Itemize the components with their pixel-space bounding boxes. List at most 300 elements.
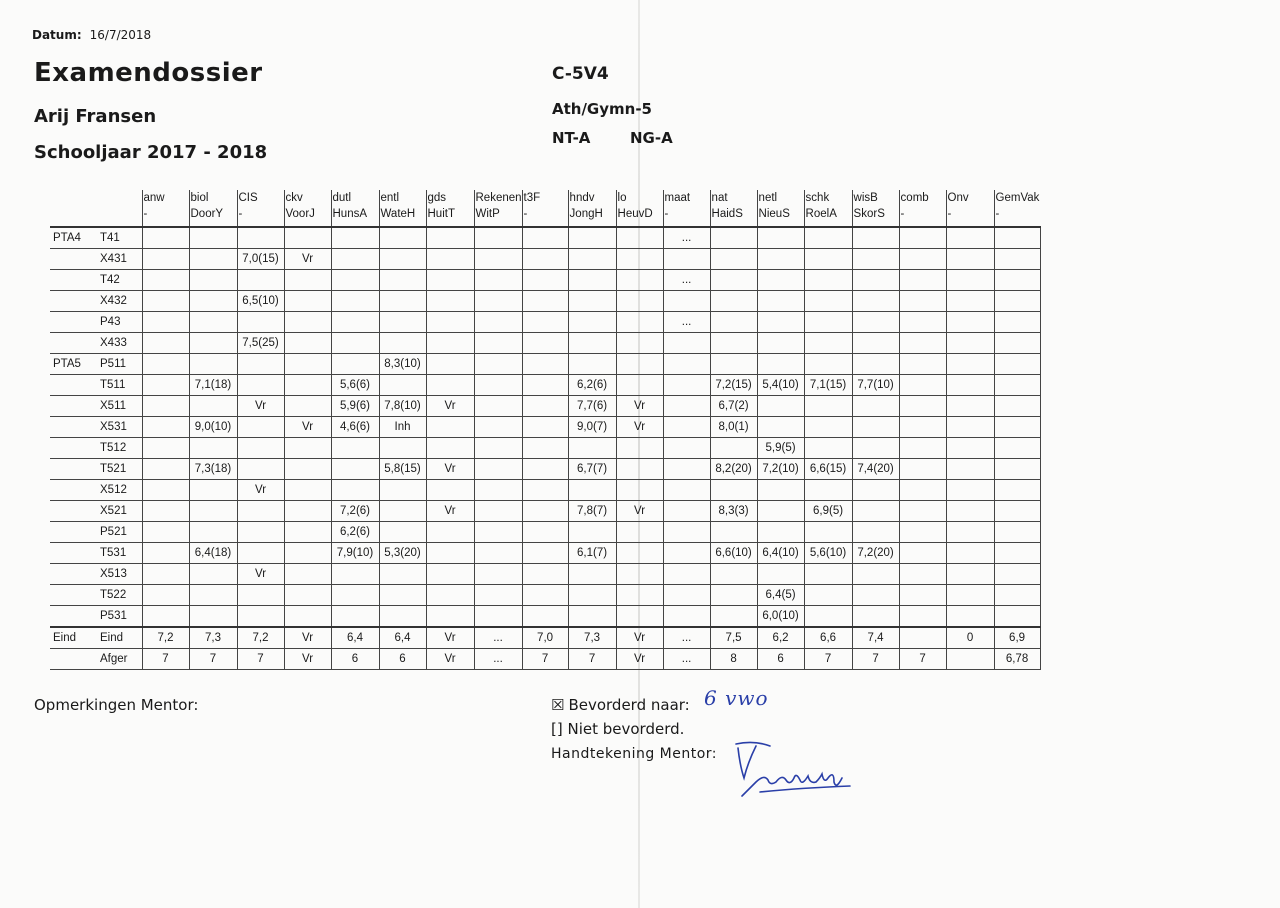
grade-cell: Vr [426,627,474,649]
grade-cell [426,333,474,354]
grade-cell [946,480,994,501]
promoted-label: Bevorderd naar: [568,696,690,714]
grade-cell [994,543,1040,564]
grade-cell [852,249,899,270]
grade-cell [899,333,946,354]
grade-cell: 7,5 [710,627,757,649]
grade-cell [804,585,852,606]
grade-cell [852,354,899,375]
grade-cell [426,543,474,564]
grade-cell: ... [663,649,710,670]
grade-cell [899,375,946,396]
grade-cell [474,522,522,543]
grade-cell [284,227,331,249]
grade-cell [899,501,946,522]
grade-cell [522,270,568,291]
grade-cell: Vr [284,417,331,438]
grade-cell [284,375,331,396]
grade-cell [237,501,284,522]
table-row [50,312,1040,333]
grade-cell [568,606,616,628]
grade-cell [426,480,474,501]
section-label [50,480,97,501]
section-label: PTA4 [50,227,97,249]
grade-cell [757,417,804,438]
test-code: X511 [97,396,142,417]
student-name: Arij Fransen [34,106,157,127]
grade-cell [946,270,994,291]
subject-name: anw [143,192,165,204]
grade-cell: 7,4 [852,627,899,649]
grade-cell [994,585,1040,606]
grade-cell [804,270,852,291]
grade-cell: 6,78 [994,649,1040,670]
column-header [994,190,1040,227]
table-row [50,354,1040,375]
grade-cell [474,375,522,396]
grade-cell [189,501,237,522]
grade-cell [946,649,994,670]
grade-cell [616,543,663,564]
test-code: T522 [97,585,142,606]
grade-cell [663,585,710,606]
grade-cell [522,227,568,249]
grade-cell [474,564,522,585]
grade-cell [237,606,284,628]
grade-cell [284,480,331,501]
grade-cell: Vr [616,649,663,670]
teacher-code: - [523,208,528,220]
teacher-code: - [664,208,669,220]
grade-cell: 7 [237,649,284,670]
grade-cell [522,522,568,543]
grade-cell [899,585,946,606]
grade-cell: 6,5(10) [237,291,284,312]
grade-cell [474,438,522,459]
grade-cell [946,459,994,480]
grade-cell [710,333,757,354]
subject-name: ckv [285,192,303,204]
grade-cell [189,291,237,312]
grade-cell [710,227,757,249]
grade-cell: 5,3(20) [379,543,426,564]
grade-cell [142,375,189,396]
grade-cell: 6,9 [994,627,1040,649]
grade-cell [522,480,568,501]
section-label [50,270,97,291]
grade-cell [331,564,379,585]
subject-name: Onv [947,192,969,204]
grade-cell [237,417,284,438]
grade-cell [284,333,331,354]
header-corner [50,190,97,227]
grade-cell [757,564,804,585]
grade-cell [522,375,568,396]
test-code: T42 [97,270,142,291]
grade-cell [284,291,331,312]
grade-cell [237,459,284,480]
grade-cell: 7,9(10) [331,543,379,564]
date-label: Datum: [32,28,82,42]
grade-cell [142,480,189,501]
grade-cell [284,459,331,480]
grade-cell [710,438,757,459]
test-code: X531 [97,417,142,438]
grade-cell: 5,6(10) [804,543,852,564]
test-code: T521 [97,459,142,480]
table-row [50,438,1040,459]
grade-cell [237,354,284,375]
grade-cell [757,227,804,249]
grade-cell [804,227,852,249]
section-label [50,438,97,459]
grade-cell: Vr [237,564,284,585]
grade-cell [379,480,426,501]
grade-cell [284,270,331,291]
grade-cell: 6 [757,649,804,670]
grade-cell [522,396,568,417]
grade-cell: 6,2(6) [568,375,616,396]
grade-cell [522,438,568,459]
profile-2: NG-A [630,129,673,147]
grade-cell [663,606,710,628]
grade-cell [331,270,379,291]
teacher-code: SkorS [853,208,885,220]
grade-cell [522,354,568,375]
grade-cell: 8,0(1) [710,417,757,438]
grade-cell [522,564,568,585]
grade-cell [331,459,379,480]
not-promoted-line[interactable]: [] Niet bevorderd. [551,720,685,738]
section-label [50,333,97,354]
table-header-row [50,190,1040,227]
grade-cell [379,438,426,459]
grade-cell [568,585,616,606]
grade-cell [616,564,663,585]
teacher-code: - [900,208,905,220]
grade-cell: 7,0 [522,627,568,649]
subject-name: gds [427,192,447,204]
grade-cell: 6,0(10) [757,606,804,628]
grade-cell: 7 [142,649,189,670]
column-header [237,190,284,227]
grade-cell [142,270,189,291]
school-year: Schooljaar 2017 - 2018 [34,142,268,163]
section-label [50,396,97,417]
grade-cell [899,249,946,270]
grade-cell [852,396,899,417]
grade-cell [616,438,663,459]
subject-name: dutl [332,192,352,204]
grade-cell: Vr [426,501,474,522]
grade-cell [142,522,189,543]
grade-cell: ... [663,227,710,249]
grade-cell [616,606,663,628]
grade-cell [379,291,426,312]
grade-cell [852,417,899,438]
grade-cell [663,354,710,375]
grade-cell [284,564,331,585]
section-label [50,249,97,270]
grade-cell [474,459,522,480]
grade-cell [568,270,616,291]
grade-cell [474,417,522,438]
grade-cell [331,585,379,606]
grade-cell [189,564,237,585]
grade-cell [379,312,426,333]
grade-cell [804,438,852,459]
column-header [757,190,804,227]
grade-cell: 6,4(18) [189,543,237,564]
column-header [899,190,946,227]
grade-cell [474,480,522,501]
grade-cell [379,249,426,270]
teacher-code: VoorJ [285,208,315,220]
grade-cell [426,606,474,628]
grade-cell [994,480,1040,501]
column-header [568,190,616,227]
grade-cell [426,354,474,375]
test-code: X433 [97,333,142,354]
section-label [50,543,97,564]
column-header [142,190,189,227]
grade-cell [379,227,426,249]
grade-cell [616,459,663,480]
grade-cell [899,564,946,585]
grade-cell [994,227,1040,249]
grade-cell: 7,2 [237,627,284,649]
grade-cell [946,606,994,628]
grade-cell [852,438,899,459]
test-code: T531 [97,543,142,564]
test-code: T512 [97,438,142,459]
grade-cell [331,291,379,312]
grade-cell [474,585,522,606]
grade-cell: 6,4 [331,627,379,649]
grade-cell [474,291,522,312]
grade-cell [237,543,284,564]
grade-cell: 7,3 [568,627,616,649]
grade-cell: 7,2 [142,627,189,649]
column-header [804,190,852,227]
section-label [50,564,97,585]
grade-cell [946,375,994,396]
test-code: P43 [97,312,142,333]
section-label: PTA5 [50,354,97,375]
column-header [379,190,426,227]
grade-cell [710,606,757,628]
grade-cell [189,270,237,291]
grade-cell: 7 [189,649,237,670]
grade-cell [994,354,1040,375]
test-code: X513 [97,564,142,585]
grade-cell [899,417,946,438]
test-code: Afger [97,649,142,670]
grade-cell [237,312,284,333]
grade-cell [946,543,994,564]
grade-cell [284,585,331,606]
grade-cell [710,564,757,585]
grade-cell: 6,6 [804,627,852,649]
grade-cell [946,249,994,270]
grade-cell [284,354,331,375]
section-label [50,417,97,438]
teacher-code: NieuS [758,208,790,220]
teacher-code: WateH [380,208,416,220]
grade-cell [331,606,379,628]
grade-cell [946,354,994,375]
grade-cell [522,312,568,333]
grade-cell [142,543,189,564]
grade-cell [189,522,237,543]
grade-cell [142,354,189,375]
grade-cell: 7 [899,649,946,670]
grade-cell [237,227,284,249]
grade-cell [331,333,379,354]
grade-cell [663,396,710,417]
grade-cell: 7 [522,649,568,670]
grade-cell: ... [474,649,522,670]
table-row [50,291,1040,312]
grade-cell [946,585,994,606]
test-code: P521 [97,522,142,543]
test-code: P511 [97,354,142,375]
grade-cell [852,312,899,333]
column-header [616,190,663,227]
grade-cell [426,291,474,312]
grade-cell [946,333,994,354]
grade-cell [284,312,331,333]
grade-cell [189,227,237,249]
grade-cell [331,249,379,270]
grade-cell: ... [663,270,710,291]
grade-cell: 7 [852,649,899,670]
grade-cell [852,270,899,291]
grade-cell [237,522,284,543]
grade-cell [899,396,946,417]
grade-cell [474,249,522,270]
grade-cell [522,417,568,438]
grade-cell: Vr [284,249,331,270]
table-row [50,522,1040,543]
grade-cell [474,543,522,564]
grade-cell [568,249,616,270]
grade-cell [474,333,522,354]
grade-cell [663,459,710,480]
grade-cell [379,585,426,606]
grade-cell [804,522,852,543]
grade-cell [710,354,757,375]
grade-cell: 7,4(20) [852,459,899,480]
grade-cell [899,459,946,480]
grade-cell [522,543,568,564]
grade-cell [426,564,474,585]
grade-cell [994,270,1040,291]
grade-cell: Vr [237,396,284,417]
grade-cell [522,585,568,606]
grade-cell [284,543,331,564]
grade-cell [189,438,237,459]
grade-cell [568,522,616,543]
grade-cell [426,417,474,438]
grade-cell [522,501,568,522]
grade-cell: 7,8(7) [568,501,616,522]
grade-cell [994,249,1040,270]
grade-cell [663,375,710,396]
grade-cell [899,480,946,501]
promoted-checkbox[interactable]: ☒ [551,696,565,714]
grade-cell: Vr [616,417,663,438]
grade-cell [142,333,189,354]
grade-cell [899,543,946,564]
grade-cell [757,270,804,291]
grade-cell [757,522,804,543]
grade-cell [379,375,426,396]
grade-cell: ... [663,312,710,333]
grade-cell: 6,4(10) [757,543,804,564]
subject-name: nat [711,192,728,204]
grade-cell [568,564,616,585]
section-label [50,459,97,480]
grade-cell [946,227,994,249]
final-grade-row [50,627,1040,649]
grade-cell: Vr [426,396,474,417]
column-header [284,190,331,227]
table-row [50,375,1040,396]
grade-cell [568,438,616,459]
table-row [50,396,1040,417]
subject-name: netl [758,192,778,204]
grade-cell: 8,3(10) [379,354,426,375]
grade-cell [804,291,852,312]
grade-cell [663,501,710,522]
grade-cell [616,270,663,291]
header-corner [97,190,142,227]
grade-cell [426,375,474,396]
grade-cell [899,522,946,543]
grade-cell: Vr [616,396,663,417]
grade-cell [474,312,522,333]
grade-cell [522,249,568,270]
teacher-code: JongH [569,208,603,220]
column-header [522,190,568,227]
teacher-code: HunsA [332,208,368,220]
grade-cell [189,585,237,606]
grade-cell [379,564,426,585]
grade-cell [757,396,804,417]
grade-cell [710,249,757,270]
grade-cell [522,291,568,312]
subject-name: biol [190,192,209,204]
grade-cell [899,312,946,333]
grade-cell [142,606,189,628]
date-line [32,28,151,42]
grade-cell [189,606,237,628]
grade-cell [757,333,804,354]
table-row [50,417,1040,438]
grade-cell [284,396,331,417]
subject-name: t3F [523,192,541,204]
grade-cell: Vr [426,459,474,480]
grade-cell [663,417,710,438]
grade-cell [426,249,474,270]
grade-cell [899,227,946,249]
column-header [710,190,757,227]
subject-name: lo [617,192,627,204]
grade-cell [331,480,379,501]
grade-cell [284,438,331,459]
grade-cell [852,564,899,585]
